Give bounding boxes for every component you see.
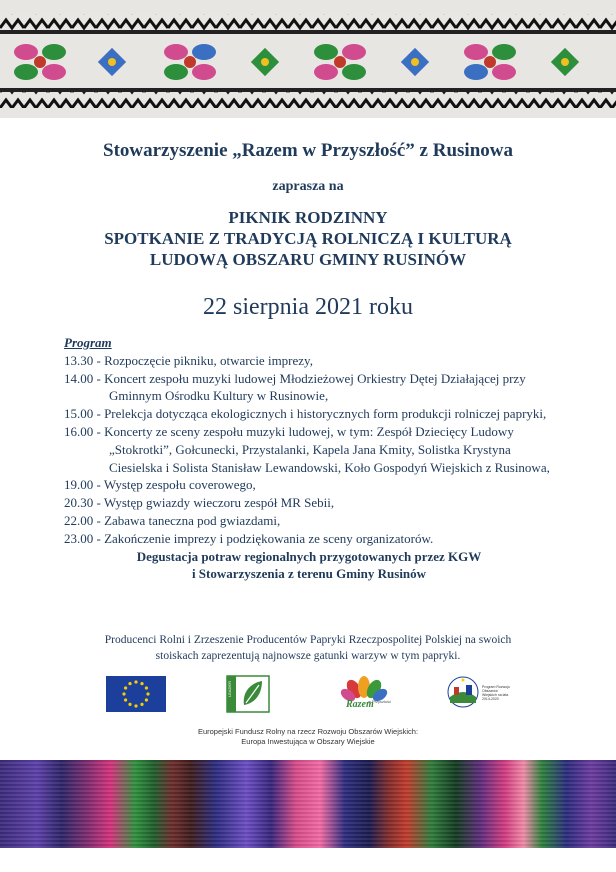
prow-emblem-icon <box>446 675 480 709</box>
producers-note <box>78 632 538 664</box>
prow-logo-text: Program Rozwoju Obszarów Wiejskich na lata 2014-2020 <box>482 685 510 701</box>
fabric-texture <box>0 760 616 848</box>
embroidery-banner-top <box>0 0 616 118</box>
tasting-note-line: Degustacja potraw regionalnych przygotowanych przez KGW <box>136 548 482 564</box>
producers-note-line: Producenci Rolni i Zrzeszenie Producentów Papryki Rzeczpospolitej Polskiej na swoich <box>104 634 512 646</box>
leader-logo-text: LEADER <box>227 681 232 698</box>
invites-text: zaprasza na <box>272 179 344 194</box>
event-title <box>0 207 616 270</box>
producers-note-line: stoiskach zaprezentują najnowsze gatunki warzyw w tym papryki. <box>155 650 461 662</box>
razem-logo-text: Razem <box>346 699 374 710</box>
program-heading: Program <box>64 335 112 350</box>
program-item: 14.00 - Koncert zespołu muzyki ludowej Młodzieżowej Orkiestry Dętej Działającej przy Gminnym Ośrodku Kultury w Rusinowie, <box>64 370 526 404</box>
organization-title: Stowarzyszenie „Razem w Przyszłość” z Rusinowa <box>103 140 513 161</box>
program-item: 15.00 - Prelekcja dotycząca ekologicznych i historycznych form produkcji rolniczej papryki, <box>64 406 547 422</box>
tasting-note-line: i Stowarzyszenia z terenu Gminy Rusinów <box>191 566 427 582</box>
funding-note <box>0 727 616 747</box>
funding-note-line: Europa Inwestująca w Obszary Wiejskie <box>241 737 375 746</box>
program-section <box>64 334 564 583</box>
sponsor-logos <box>0 675 616 715</box>
program-item: 22.00 - Zabawa taneczna pod gwiazdami, <box>64 512 281 528</box>
leader-logo <box>226 675 270 713</box>
program-item: 16.00 - Koncerty ze sceny zespołu muzyki ludowej, w tym: Zespół Dziecięcy Ludowy „Stokrotki”, Gołcunecki, Przystalanki, Kapela Jana Kmity, Solistka Krystyna Ciesielska i Solista Stanisław Lewandowski, Koło Gospodyń Wiejskich z Rusinowa, <box>64 423 550 475</box>
embroidery-pattern-image <box>0 0 616 118</box>
program-item: 13.30 - Rozpoczęcie pikniku, otwarcie imprezy, <box>64 352 313 368</box>
razem-logo-subtext: w Przyszłość <box>368 699 392 704</box>
funding-note-line: Europejski Fundusz Rolny na rzecz Rozwoju Obszarów Wiejskich: <box>197 727 419 736</box>
program-item: 20.30 - Występ gwiazdy wieczoru zespół MR Sebii, <box>64 495 335 511</box>
eu-flag-logo <box>106 675 166 713</box>
event-title-line: PIKNIK RODZINNY <box>228 208 388 227</box>
leader-leaf-icon <box>226 675 270 713</box>
prow-logo <box>446 675 516 713</box>
program-item: 19.00 - Występ zespołu coverowego, <box>64 477 256 493</box>
event-title-line: LUDOWĄ OBSZARU GMINY RUSINÓW <box>149 250 467 269</box>
program-item: 23.00 - Zakończenie imprezy i podziękowania ze sceny organizatorów. <box>64 530 434 546</box>
event-title-line: SPOTKANIE Z TRADYCJĄ ROLNICZĄ I KULTURĄ <box>104 229 512 248</box>
woven-fabric-banner-bottom <box>0 760 616 848</box>
event-date: 22 sierpnia 2021 roku <box>203 294 413 320</box>
razem-logo <box>334 675 394 715</box>
